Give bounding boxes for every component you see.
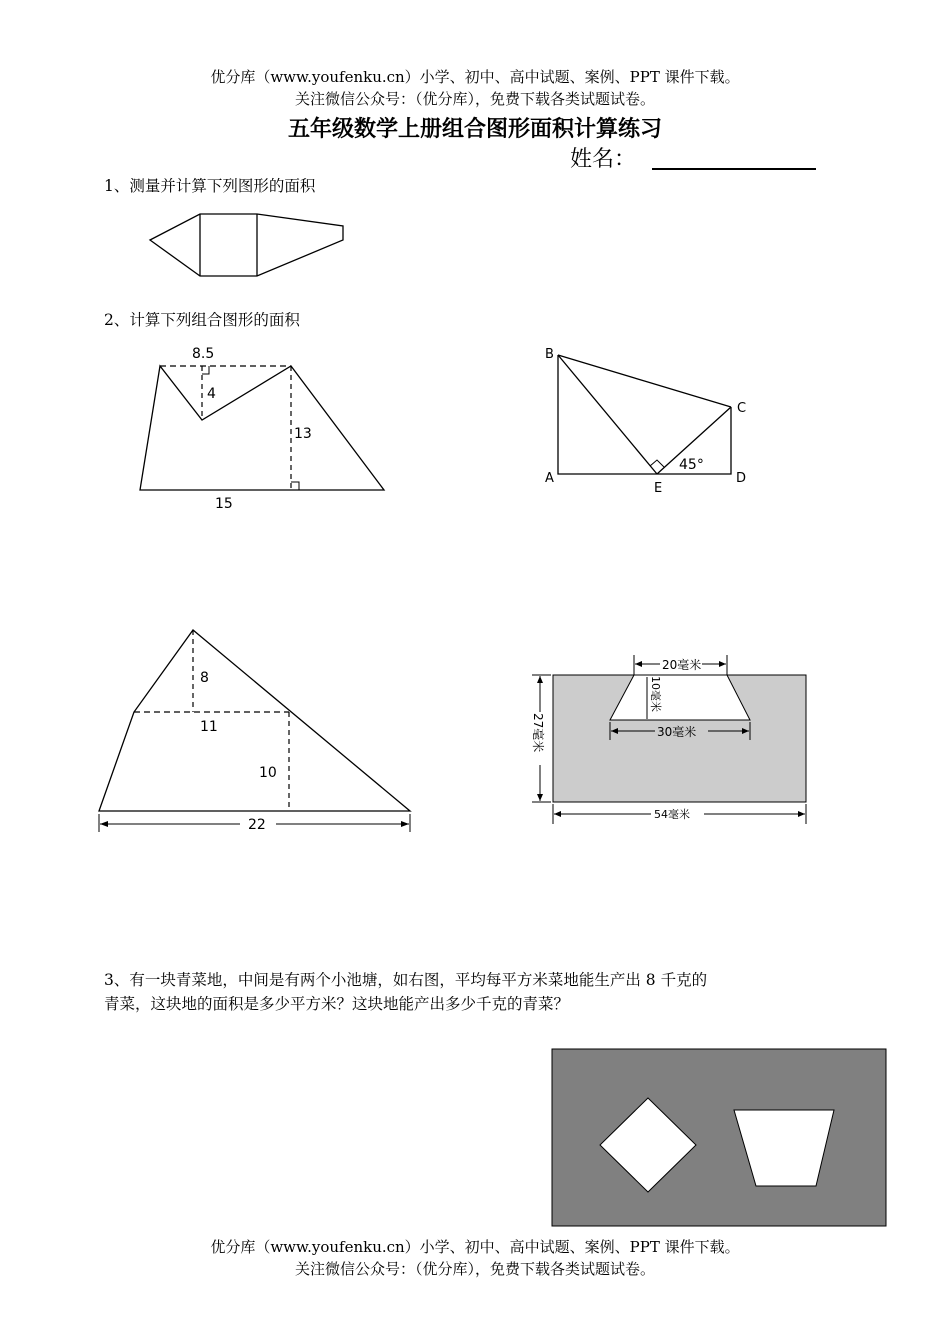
question-2: 2、计算下列组合图形的面积 bbox=[104, 311, 300, 329]
fig3a-lower-height-label: 10 bbox=[259, 765, 277, 781]
name-label: 姓名： bbox=[570, 147, 637, 172]
footer-line-2: 关注微信公众号：（优分库），免费下载各类试题试卷。 bbox=[294, 1260, 655, 1278]
fig3a-base-label: 22 bbox=[248, 817, 266, 833]
fig2a-base-label: 15 bbox=[215, 496, 233, 512]
fig3b-trap-height-label: 10毫米 bbox=[649, 676, 662, 712]
fig2b-label-a: A bbox=[545, 471, 554, 486]
fig2b-angle-label: 45° bbox=[679, 457, 704, 473]
fig3a-middle-label: 11 bbox=[200, 719, 218, 735]
fig2a-inner-label: 4 bbox=[207, 386, 216, 402]
fig3b-width-label: 54毫米 bbox=[654, 808, 690, 821]
question-3-line-1: 3、有一块青菜地，中间是有两个小池塘，如右图，平均每平方米菜地能生产出 8 千克的 bbox=[104, 971, 708, 989]
header-line-1: 优分库（www.youfenku.cn）小学、初中、高中试题、案例、PPT 课件下载。 bbox=[210, 68, 740, 86]
fig2a-top-label: 8.5 bbox=[192, 346, 215, 362]
header-line-2: 关注微信公众号：（优分库），免费下载各类试题试卷。 bbox=[294, 90, 655, 108]
fig3b-top-label: 20毫米 bbox=[662, 658, 702, 672]
footer-line-1: 优分库（www.youfenku.cn）小学、初中、高中试题、案例、PPT 课件下载。 bbox=[210, 1238, 740, 1256]
fig2b-label-d: D bbox=[736, 471, 747, 486]
fig2a-height-label: 13 bbox=[294, 426, 312, 442]
fig3b-bottom-label: 30毫米 bbox=[657, 725, 697, 739]
fig2b-label-c: C bbox=[737, 401, 747, 416]
question-1: 1、测量并计算下列图形的面积 bbox=[104, 177, 316, 195]
page-title: 五年级数学上册组合图形面积计算练习 bbox=[287, 117, 662, 142]
fig3b-height-label: 27毫米 bbox=[531, 713, 545, 753]
question-3-line-2: 青菜，这块地的面积是多少平方米？这块地能产出多少千克的青菜？ bbox=[104, 995, 570, 1013]
fig2b-label-b: B bbox=[545, 347, 554, 362]
fig3a-upper-height-label: 8 bbox=[200, 670, 209, 686]
fig2b-label-e: E bbox=[654, 481, 663, 496]
